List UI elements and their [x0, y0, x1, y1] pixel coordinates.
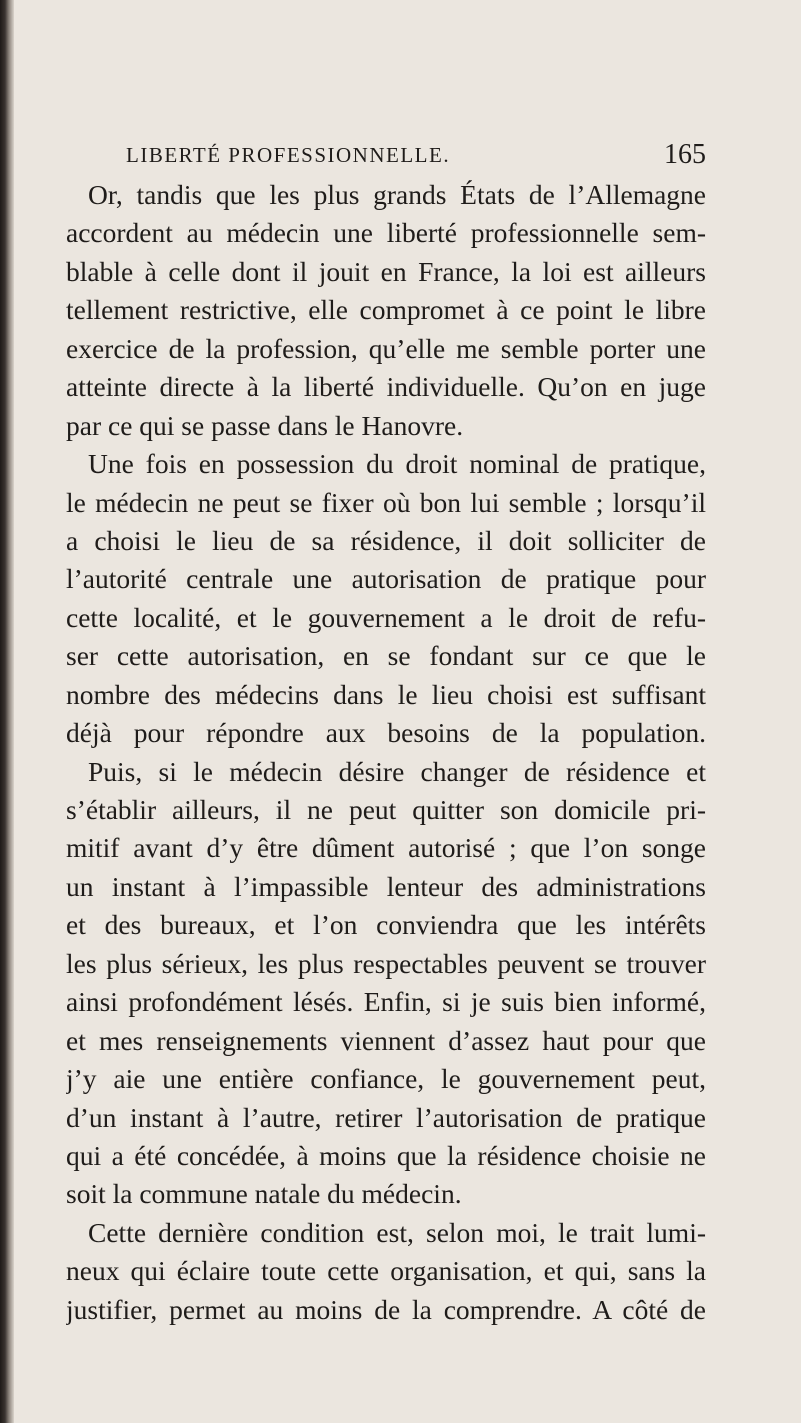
page-binding-shadow	[0, 0, 14, 1423]
text-line: a choisi le lieu de sa résidence, il doit solliciter de	[66, 524, 706, 556]
text-line: Cette dernière condition est, selon moi, le trait lumi-	[88, 1216, 706, 1248]
text-line: Une fois en possession du droit nominal de pratique,	[88, 448, 706, 480]
text-line: un instant à l’impassible lenteur des administrations	[66, 870, 706, 902]
text-line: Puis, si le médecin désire changer de résidence et	[88, 755, 706, 787]
text-line: l’autorité centrale une autorisation de pratique pour	[66, 563, 706, 595]
text-line: qui a été concédée, à moins que la résidence choisie ne	[66, 1139, 706, 1171]
text-line: j’y aie une entière confiance, le gouvernement peut,	[66, 1063, 706, 1095]
text-line: blable à celle dont il jouit en France, la loi est ailleurs	[66, 255, 706, 287]
text-line: Or, tandis que les plus grands États de l’Allemagne	[88, 179, 706, 210]
text-line: et mes renseignements viennent d’assez haut pour que	[66, 1024, 706, 1056]
text-line: soit la commune natale du médecin.	[66, 1178, 462, 1210]
text-line: le médecin ne peut se fixer où bon lui semble ; lorsqu’il	[66, 486, 706, 518]
text-line: ainsi profondément lésés. Enfin, si je suis bien informé,	[66, 986, 706, 1018]
text-line: atteinte directe à la liberté individuelle. Qu’on en juge	[66, 371, 706, 403]
text-line: s’établir ailleurs, il ne peut quitter son domicile pri-	[66, 794, 706, 825]
text-line: déjà pour répondre aux besoins de la population.	[66, 717, 706, 749]
text-line: nombre des médecins dans le lieu choisi est suffisant	[66, 678, 706, 710]
text-line: exercice de la profession, qu’elle me semble porter une	[66, 332, 706, 364]
text-line: ser cette autorisation, en se fondant sur ce que le	[66, 640, 706, 672]
page-header	[126, 138, 706, 172]
text-line: mitif avant d’y être dûment autorisé ; que l’on songe	[66, 832, 706, 864]
text-line: tellement restrictive, elle compromet à ce point le libre	[66, 294, 706, 326]
body-text	[66, 176, 706, 1329]
running-title: LIBERTÉ PROFESSIONNELLE.	[126, 143, 451, 167]
text-line: d’un instant à l’autre, retirer l’autorisation de pratique	[66, 1101, 706, 1133]
text-line: neux qui éclaire toute cette organisation, et qui, sans la	[66, 1255, 706, 1287]
text-line: les plus sérieux, les plus respectables peuvent se trouver	[66, 947, 706, 979]
text-line: accordent au médecin une liberté professionnelle sem-	[66, 217, 706, 249]
text-line: par ce qui se passe dans le Hanovre.	[66, 409, 464, 441]
text-line: justifier, permet au moins de la comprendre. A côté de	[66, 1293, 706, 1325]
text-line: cette localité, et le gouvernement a le droit de refu-	[66, 601, 706, 633]
page-number: 165	[664, 139, 706, 170]
text-line: et des bureaux, et l’on conviendra que les intérêts	[66, 909, 706, 941]
